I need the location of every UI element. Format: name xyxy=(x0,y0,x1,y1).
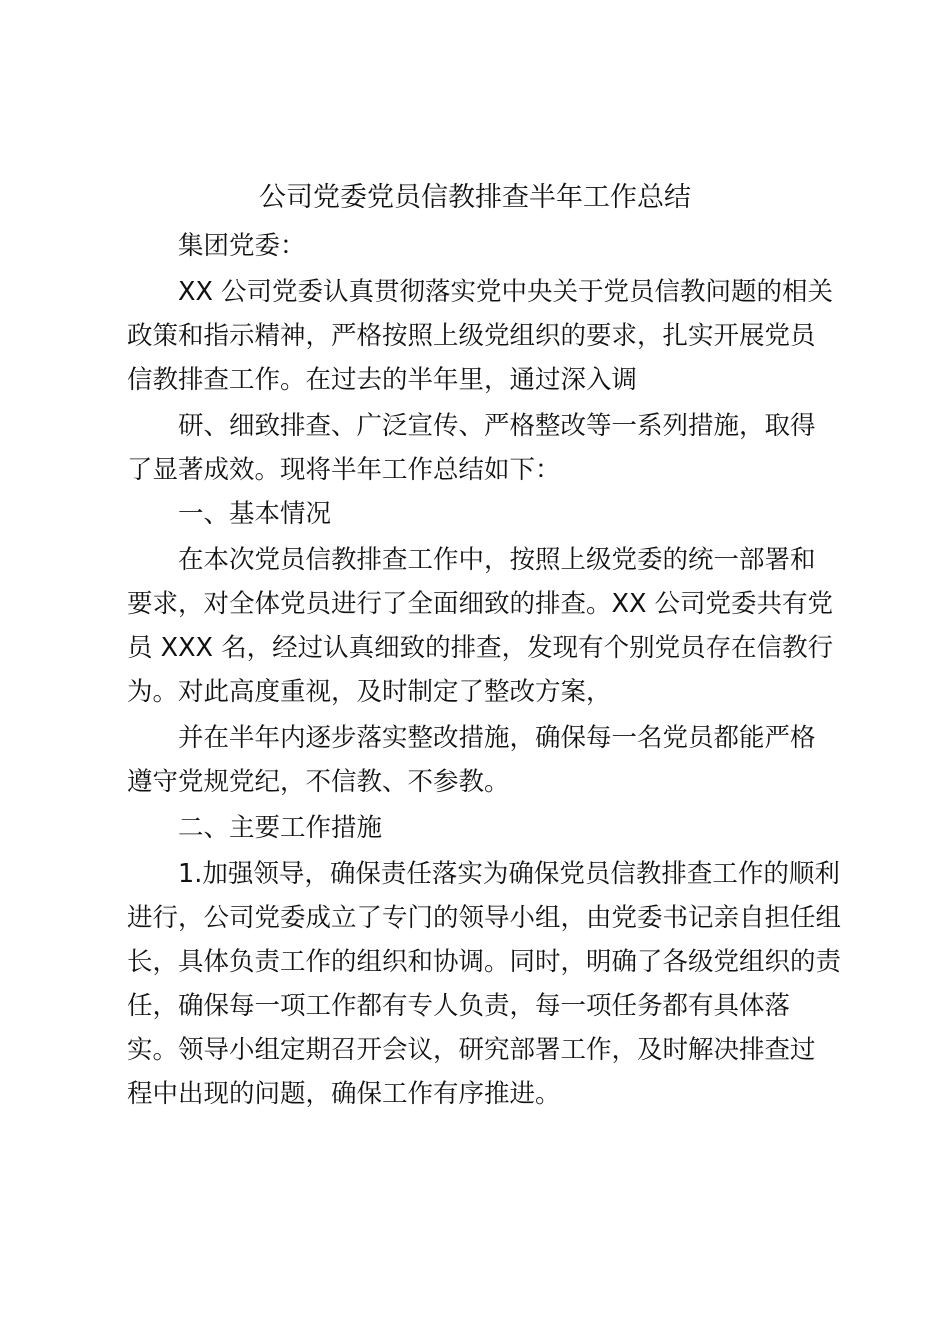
document-title: 公司党委党员信教排查半年工作总结 xyxy=(259,182,691,213)
paragraph-line: 员 XXX 名，经过认真细致的排查，发现有个别党员存在信教行 xyxy=(127,633,834,663)
paragraph-line: 信教排查工作。在过去的半年里，通过深入调 xyxy=(127,365,638,395)
paragraph-line: 进行，公司党委成立了专门的领导小组，由党委书记亲自担任组 xyxy=(127,903,842,933)
paragraph-line: 要求，对全体党员进行了全面细致的排查。XX 公司党委共有党 xyxy=(127,589,834,619)
paragraph-line: 长，具体负责工作的组织和协调。同时，明确了各级党组织的责 xyxy=(127,947,842,977)
paragraph-line: 并在半年内逐步落实整改措施，确保每一名党员都能严格 xyxy=(178,723,816,753)
paragraph-line: 了显著成效。现将半年工作总结如下： xyxy=(127,455,561,485)
paragraph-line: 1.加强领导，确保责任落实为确保党员信教排查工作的顺利 xyxy=(178,859,840,889)
paragraph-line: XX 公司党委认真贯彻落实党中央关于党员信教问题的相关 xyxy=(178,277,834,307)
paragraph-line: 程中出现的问题，确保工作有序推进。 xyxy=(127,1079,561,1109)
paragraph-line: 研、细致排查、广泛宣传、严格整改等一系列措施，取得 xyxy=(178,411,816,441)
paragraph-line: 在本次党员信教排查工作中，按照上级党委的统一部署和 xyxy=(178,545,816,575)
paragraph-line: 任，确保每一项工作都有专人负责，每一项任务都有具体落 xyxy=(127,991,791,1021)
paragraph-line: 实。领导小组定期召开会议，研究部署工作，及时解决排查过 xyxy=(127,1035,816,1065)
section-heading: 二、主要工作措施 xyxy=(178,813,383,843)
paragraph-line: 遵守党规党纪，不信教、不参教。 xyxy=(127,767,510,797)
paragraph-line: 为。对此高度重视，及时制定了整改方案， xyxy=(127,677,612,707)
salutation: 集团党委： xyxy=(178,231,306,261)
section-heading: 一、基本情况 xyxy=(178,499,332,529)
paragraph-line: 政策和指示精神，严格按照上级党组织的要求，扎实开展党员 xyxy=(127,321,816,351)
